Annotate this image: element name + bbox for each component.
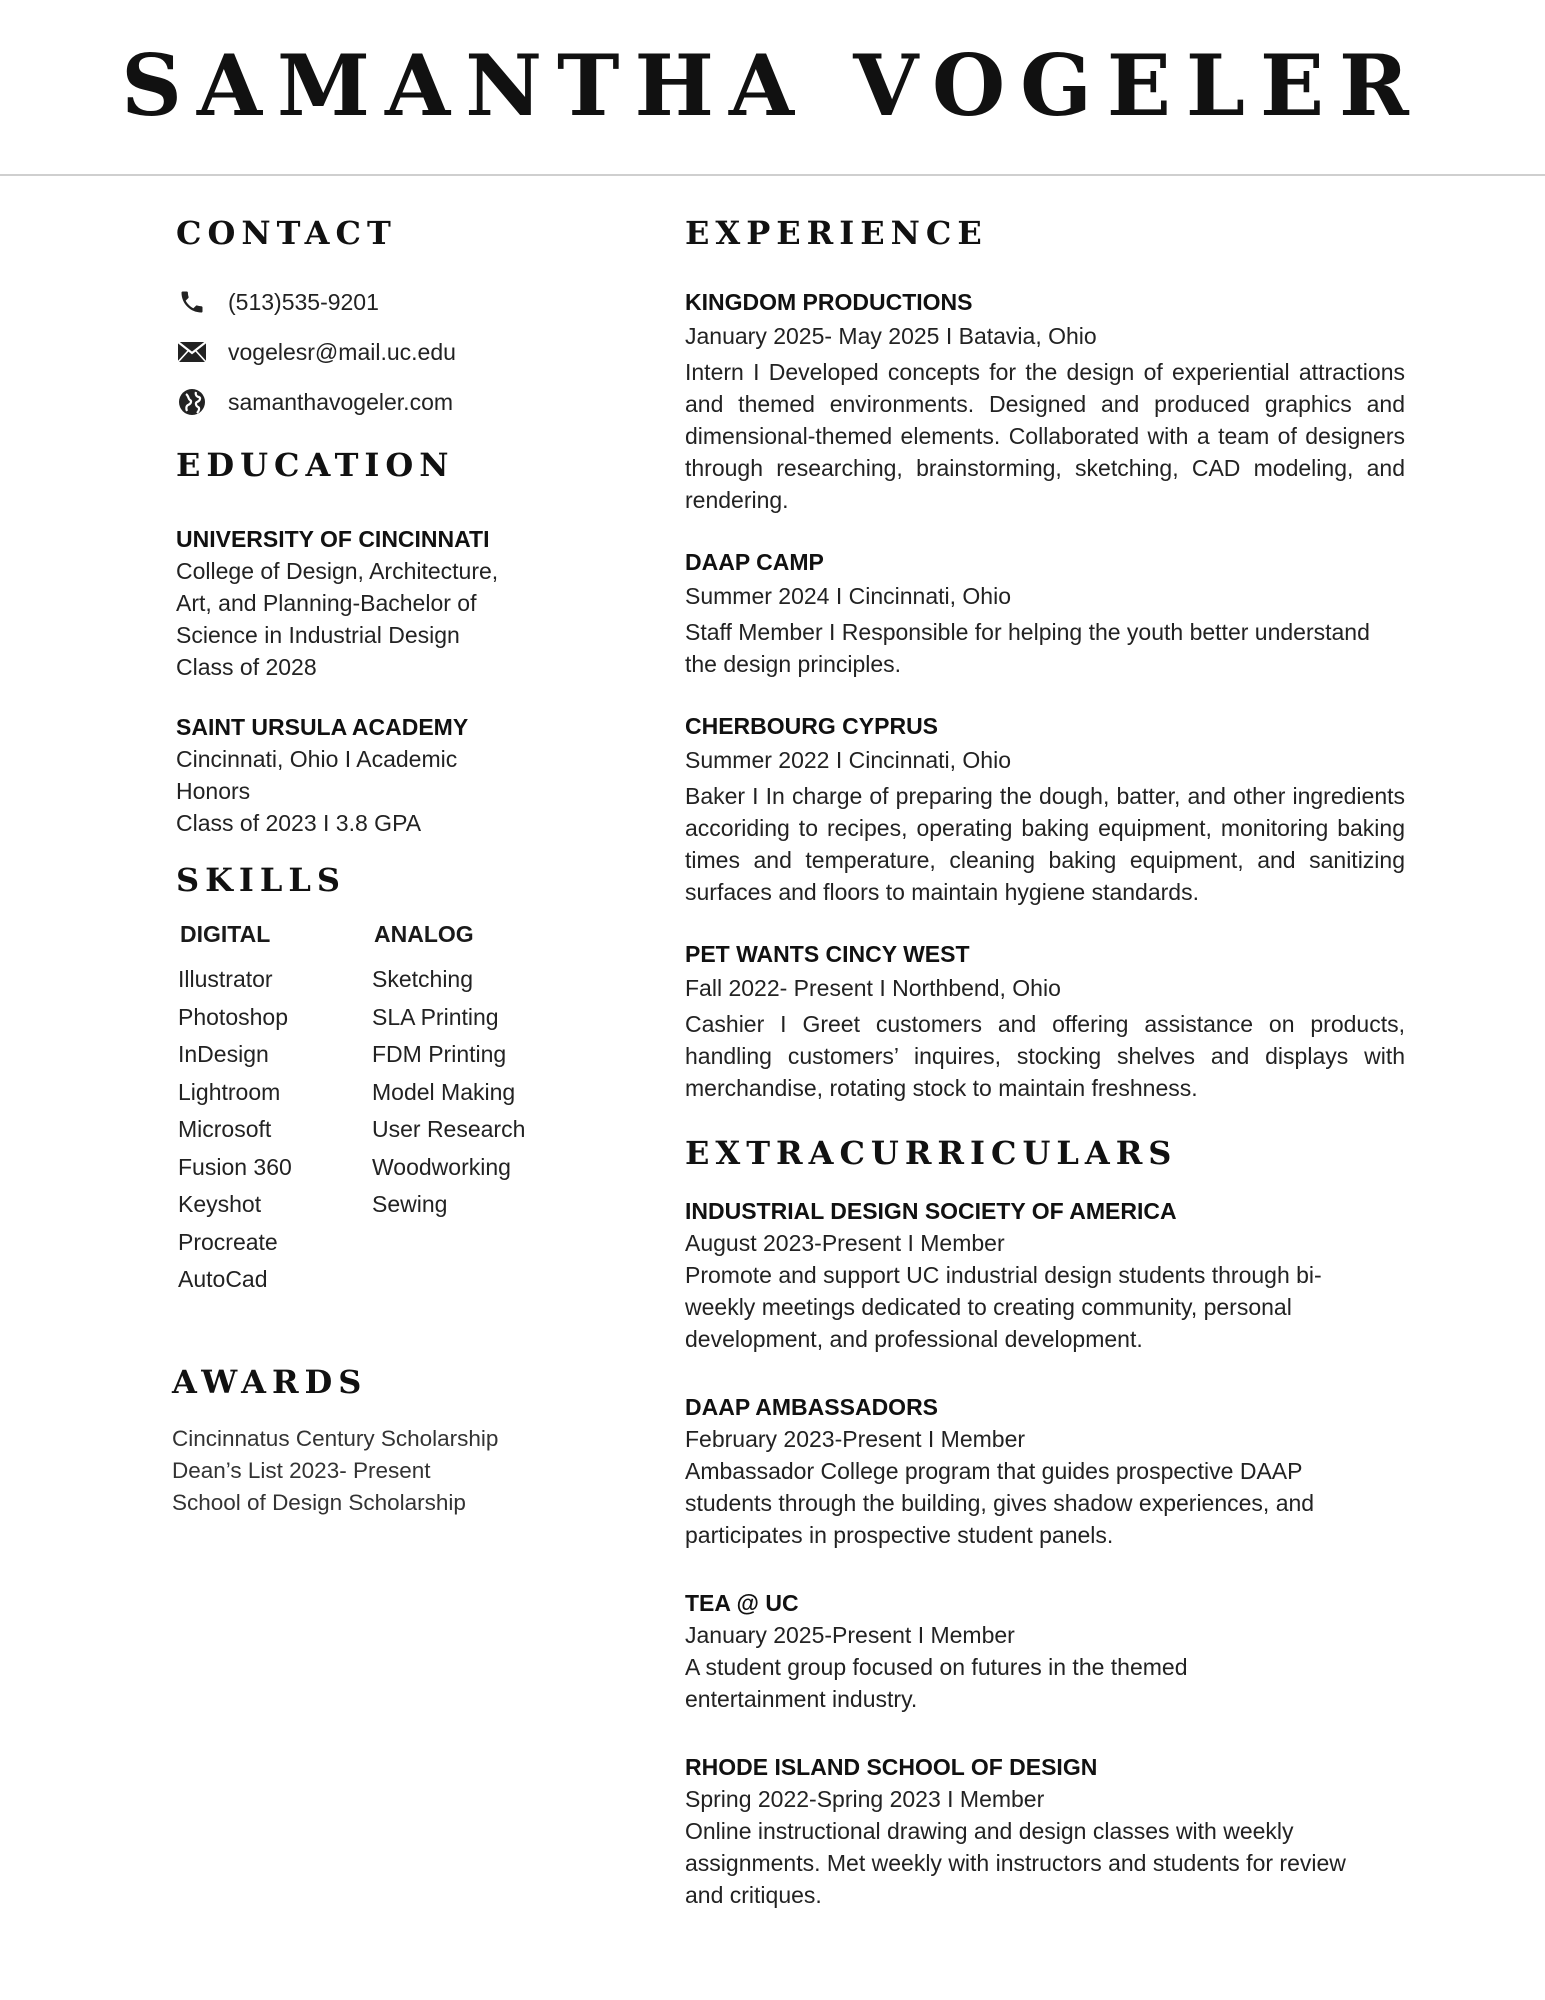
right-column (685, 214, 1405, 1947)
contact-website-row (176, 386, 596, 418)
skill-item: Photoshop (178, 1003, 288, 1030)
organization-name: INDUSTRIAL DESIGN SOCIETY OF AMERICA (685, 1197, 1177, 1224)
skill-item: SLA Printing (372, 1003, 499, 1030)
left-column (172, 214, 596, 1519)
skill-item: Procreate (178, 1228, 278, 1255)
education-entry (176, 711, 596, 839)
extracurricular-meta: January 2025-Present I Member (685, 1621, 1015, 1648)
extracurricular-line: weekly meetings dedicated to creating community, personal (685, 1293, 1292, 1320)
experience-meta: Fall 2022- Present I Northbend, Ohio (685, 975, 1061, 1002)
education-line: Art, and Planning-Bachelor of (176, 589, 477, 616)
skill-item: AutoCad (178, 1266, 268, 1293)
awards-list (172, 1423, 596, 1519)
awards-heading: AWARDS (172, 1362, 368, 1401)
extracurricular-entry (685, 1751, 1405, 1911)
skill-item: Keyshot (178, 1191, 262, 1218)
skills-grid (176, 919, 596, 1299)
extracurricular-line: A student group focused on futures in the themed (685, 1653, 1188, 1680)
phone-icon (176, 286, 208, 318)
award-item: School of Design Scholarship (172, 1490, 466, 1516)
extracurricular-line: development, and professional development. (685, 1325, 1143, 1352)
experience-description: Staff Member I Responsible for helping the youth better understand the design principles. (685, 619, 1370, 678)
education-line: Cincinnati, Ohio I Academic (176, 745, 458, 772)
organization-name: TEA @ UC (685, 1589, 799, 1616)
skill-item: Microsoft (178, 1116, 272, 1143)
experience-entry (685, 546, 1405, 680)
company-name: KINGDOM PRODUCTIONS (685, 289, 973, 316)
extracurricular-line: participates in prospective student panels. (685, 1521, 1114, 1548)
organization-name: RHODE ISLAND SCHOOL OF DESIGN (685, 1753, 1098, 1780)
skill-item: FDM Printing (372, 1041, 507, 1068)
experience-meta: Summer 2024 I Cincinnati, Ohio (685, 583, 1011, 610)
education-line: Science in Industrial Design (176, 621, 460, 648)
extracurricular-meta: Spring 2022-Spring 2023 I Member (685, 1785, 1045, 1812)
education-line: Class of 2028 (176, 653, 317, 680)
experience-entry (685, 938, 1405, 1104)
contact-heading: CONTACT (176, 214, 397, 252)
extracurricular-line: entertainment industry. (685, 1685, 918, 1712)
skill-item: Lightroom (178, 1078, 281, 1105)
extracurricular-meta: August 2023-Present I Member (685, 1229, 1005, 1256)
skill-item: Sketching (372, 966, 474, 993)
extracurricular-line: Promote and support UC industrial design students through bi- (685, 1261, 1322, 1288)
extracurricular-entry (685, 1195, 1405, 1355)
skills-digital-column (176, 919, 370, 1299)
experience-description: Intern I Developed concepts for the design of experiential attractions and themed environments. Designed and produced graphics and dimensional-themed elements. Collaborated with a team of designers through researching, brainstorming, sketching, CAD modeling, and rendering. (685, 359, 1405, 514)
extracurriculars-list (685, 1195, 1405, 1911)
skill-item: InDesign (178, 1041, 269, 1068)
extracurricular-entry (685, 1391, 1405, 1551)
organization-name: DAAP AMBASSADORS (685, 1393, 939, 1420)
school-name: UNIVERSITY OF CINCINNATI (176, 525, 490, 552)
experience-list (685, 286, 1405, 1104)
extracurricular-line: students through the building, gives shadow experiences, and (685, 1489, 1315, 1516)
education-line: College of Design, Architecture, (176, 557, 499, 584)
company-name: DAAP CAMP (685, 549, 824, 576)
contact-phone[interactable]: (513)535-9201 (228, 288, 379, 315)
contact-website[interactable]: samanthavogeler.com (228, 388, 454, 415)
education-line: Class of 2023 I 3.8 GPA (176, 809, 422, 836)
experience-heading: EXPERIENCE (685, 214, 988, 252)
experience-meta: January 2025- May 2025 I Batavia, Ohio (685, 323, 1097, 350)
skills-analog-label: ANALOG (374, 921, 474, 948)
contact-email[interactable]: vogelesr@mail.uc.edu (228, 338, 456, 365)
experience-description: Cashier I Greet customers and offering assistance on products, handling customers’ inquires, stocking shelves and displays with merchandise, rotating stock to maintain freshness. (685, 1011, 1405, 1102)
extracurricular-line: assignments. Met weekly with instructors and students for review (685, 1849, 1346, 1876)
experience-entry (685, 710, 1405, 908)
resume-name: SAMANTHA VOGELER (121, 36, 1424, 135)
school-name: SAINT URSULA ACADEMY (176, 713, 469, 740)
education-line: Honors (176, 777, 251, 804)
skill-item: Fusion 360 (178, 1153, 292, 1180)
extracurricular-meta: February 2023-Present I Member (685, 1425, 1026, 1452)
contact-email-row (176, 336, 596, 368)
skills-heading: SKILLS (176, 860, 346, 899)
extracurricular-entry (685, 1587, 1405, 1715)
award-item: Cincinnatus Century Scholarship (172, 1426, 499, 1452)
extracurriculars-heading: EXTRACURRICULARS (685, 1134, 1178, 1173)
extracurricular-line: Ambassador College program that guides prospective DAAP (685, 1457, 1303, 1484)
experience-entry (685, 286, 1405, 516)
education-heading: EDUCATION (176, 446, 455, 485)
skill-item: Illustrator (178, 966, 273, 993)
globe-icon (176, 386, 208, 418)
skills-digital-label: DIGITAL (180, 921, 271, 948)
skills-analog-column (370, 919, 564, 1299)
extracurricular-line: and critiques. (685, 1881, 822, 1908)
extracurricular-line: Online instructional drawing and design classes with weekly (685, 1817, 1294, 1844)
header-divider (0, 174, 1545, 176)
company-name: CHERBOURG CYPRUS (685, 713, 939, 740)
education-entry (176, 523, 596, 683)
contact-phone-row (176, 286, 596, 318)
skill-item: Sewing (372, 1191, 448, 1218)
skill-item: Woodworking (372, 1153, 511, 1180)
company-name: PET WANTS CINCY WEST (685, 941, 970, 968)
contact-list (176, 286, 596, 418)
award-item: Dean’s List 2023- Present (172, 1458, 431, 1484)
email-icon (176, 336, 208, 368)
experience-description: Baker I In charge of preparing the dough, batter, and other ingredients accoriding to recipes, operating baking equipment, monitoring baking times and temperature, cleaning baking equipment, and sanitizing surfaces and floors to maintain hygiene standards. (685, 783, 1405, 906)
skill-item: User Research (372, 1116, 526, 1143)
skill-item: Model Making (372, 1078, 516, 1105)
experience-meta: Summer 2022 I Cincinnati, Ohio (685, 747, 1011, 774)
